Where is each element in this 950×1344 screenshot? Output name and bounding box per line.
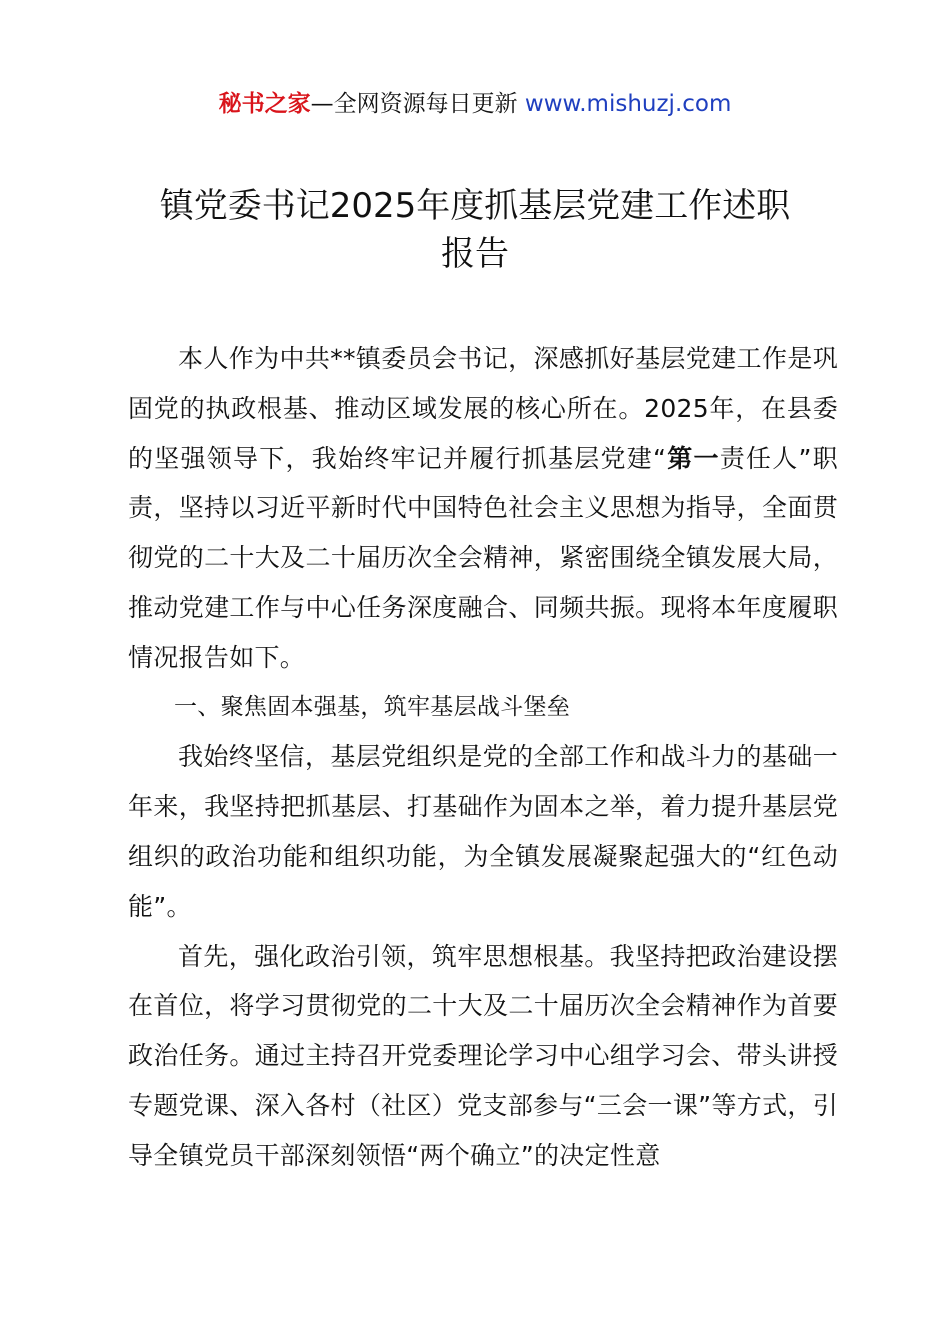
header-dash: — [310,91,334,117]
section-1-paragraph: 我始终坚信，基层党组织是党的全部工作和战斗力的基础一年来，我坚持把抓基层、打基础作为固本之举，着力提升基层党组织的政治功能和组织功能，为全镇发展凝聚起强大的“红色动能”。 [128,742,838,921]
title-line-2: 报告 [441,234,509,274]
header-tagline: 全网资源每日更新 [333,91,518,117]
brand-name: 秘书之家 [218,91,311,117]
document-title [120,182,830,278]
site-header [0,88,950,120]
section-heading-1: 一、聚焦固本强基，筑牢基层战斗堡垒 [174,693,571,720]
document-body [128,334,838,1181]
site-url-link[interactable]: www.mishuzj.com [524,91,732,117]
political-guidance-paragraph: 首先，强化政治引领，筑牢思想根基。我坚持把政治建设摆在首位，将学习贯彻党的二十大及二十届历次全会精神作为首要政治任务。通过主持召开党委理论学习中心组学习会、带头讲授专题党课、深入各村（社区）党支部参与“三会一课”等方式，引导全镇党员干部深刻领悟“两个确立”的决定性意 [128,941,838,1170]
title-line-1: 镇党委书记2025年度抓基层党建工作述职 [159,186,791,226]
intro-text-part-1: 本人作为中共**镇委员会书记，深感抓好基层党建工作是巩固党的执政根基、推动区域发展的核心所在。2025年，在县委的坚强领导下，我始终牢记并履行抓基层党建“ [128,344,838,473]
intro-text-part-2: 责任人”职责，坚持以习近平新时代中国特色社会主义思想为指导，全面贯彻党的二十大及二十届历次全会精神，紧密围绕全镇发展大局，推动党建工作与中心任务深度融合、同频共振。现将本年度履职情况报告如下。 [128,443,838,672]
intro-paragraph [128,334,838,683]
intro-bold-text: 第一 [666,443,720,473]
